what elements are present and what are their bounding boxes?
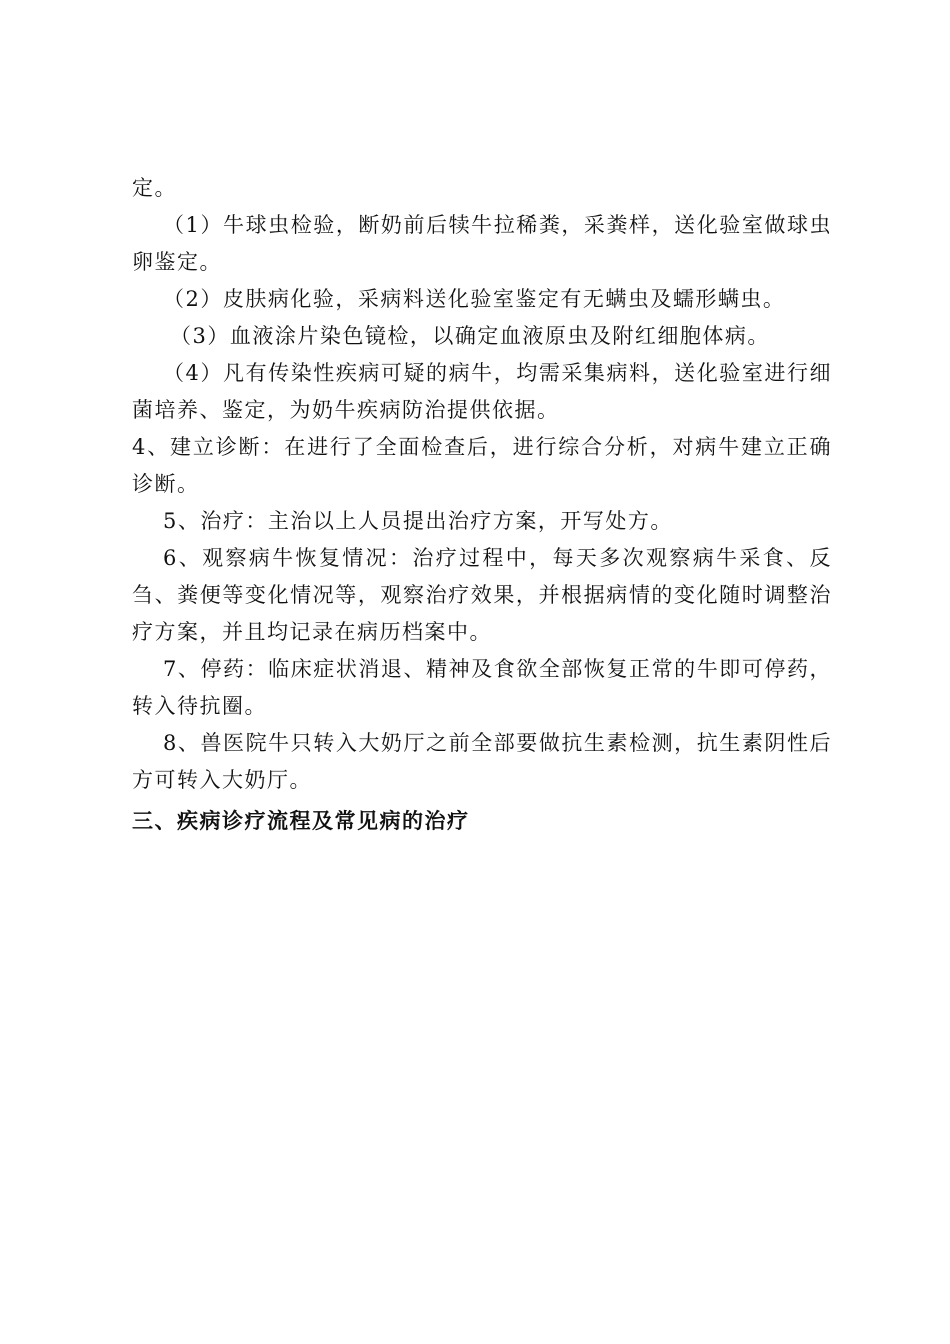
paragraph-stop-medication: 7、停药：临床症状消退、精神及食欲全部恢复正常的牛即可停药，转入待抗圈。 xyxy=(132,657,832,718)
document-body xyxy=(132,170,832,840)
paragraph-continuation: 定。 xyxy=(132,176,177,200)
paragraph-coccidia-test: （1）牛球虫检验，断奶前后犊牛拉稀粪，采粪样，送化验室做球虫卵鉴定。 xyxy=(132,213,832,274)
paragraph-infectious-disease: （4）凡有传染性疾病可疑的病牛，均需采集病料，送化验室进行细菌培养、鉴定，为奶牛疾病防治提供依据。 xyxy=(132,361,832,422)
section-heading: 三、疾病诊疗流程及常见病的治疗 xyxy=(132,809,470,833)
paragraph-skin-test: （2）皮肤病化验，采病料送化验室鉴定有无螨虫及蠕形螨虫。 xyxy=(163,287,786,311)
paragraph-antibiotic-test: 8、兽医院牛只转入大奶厅之前全部要做抗生素检测，抗生素阴性后方可转入大奶厅。 xyxy=(132,731,832,792)
paragraph-observation: 6、观察病牛恢复情况：治疗过程中，每天多次观察病牛采食、反刍、粪便等变化情况等，观察治疗效果，并根据病情的变化随时调整治疗方案，并且均记录在病历档案中。 xyxy=(132,546,832,644)
paragraph-diagnosis: 4、建立诊断：在进行了全面检查后，进行综合分析，对病牛建立正确诊断。 xyxy=(132,435,832,496)
paragraph-blood-smear: （3）血液涂片染色镜检，以确定血液原虫及附红细胞体病。 xyxy=(170,324,770,348)
paragraph-treatment: 5、治疗：主治以上人员提出治疗方案，开写处方。 xyxy=(163,509,673,533)
